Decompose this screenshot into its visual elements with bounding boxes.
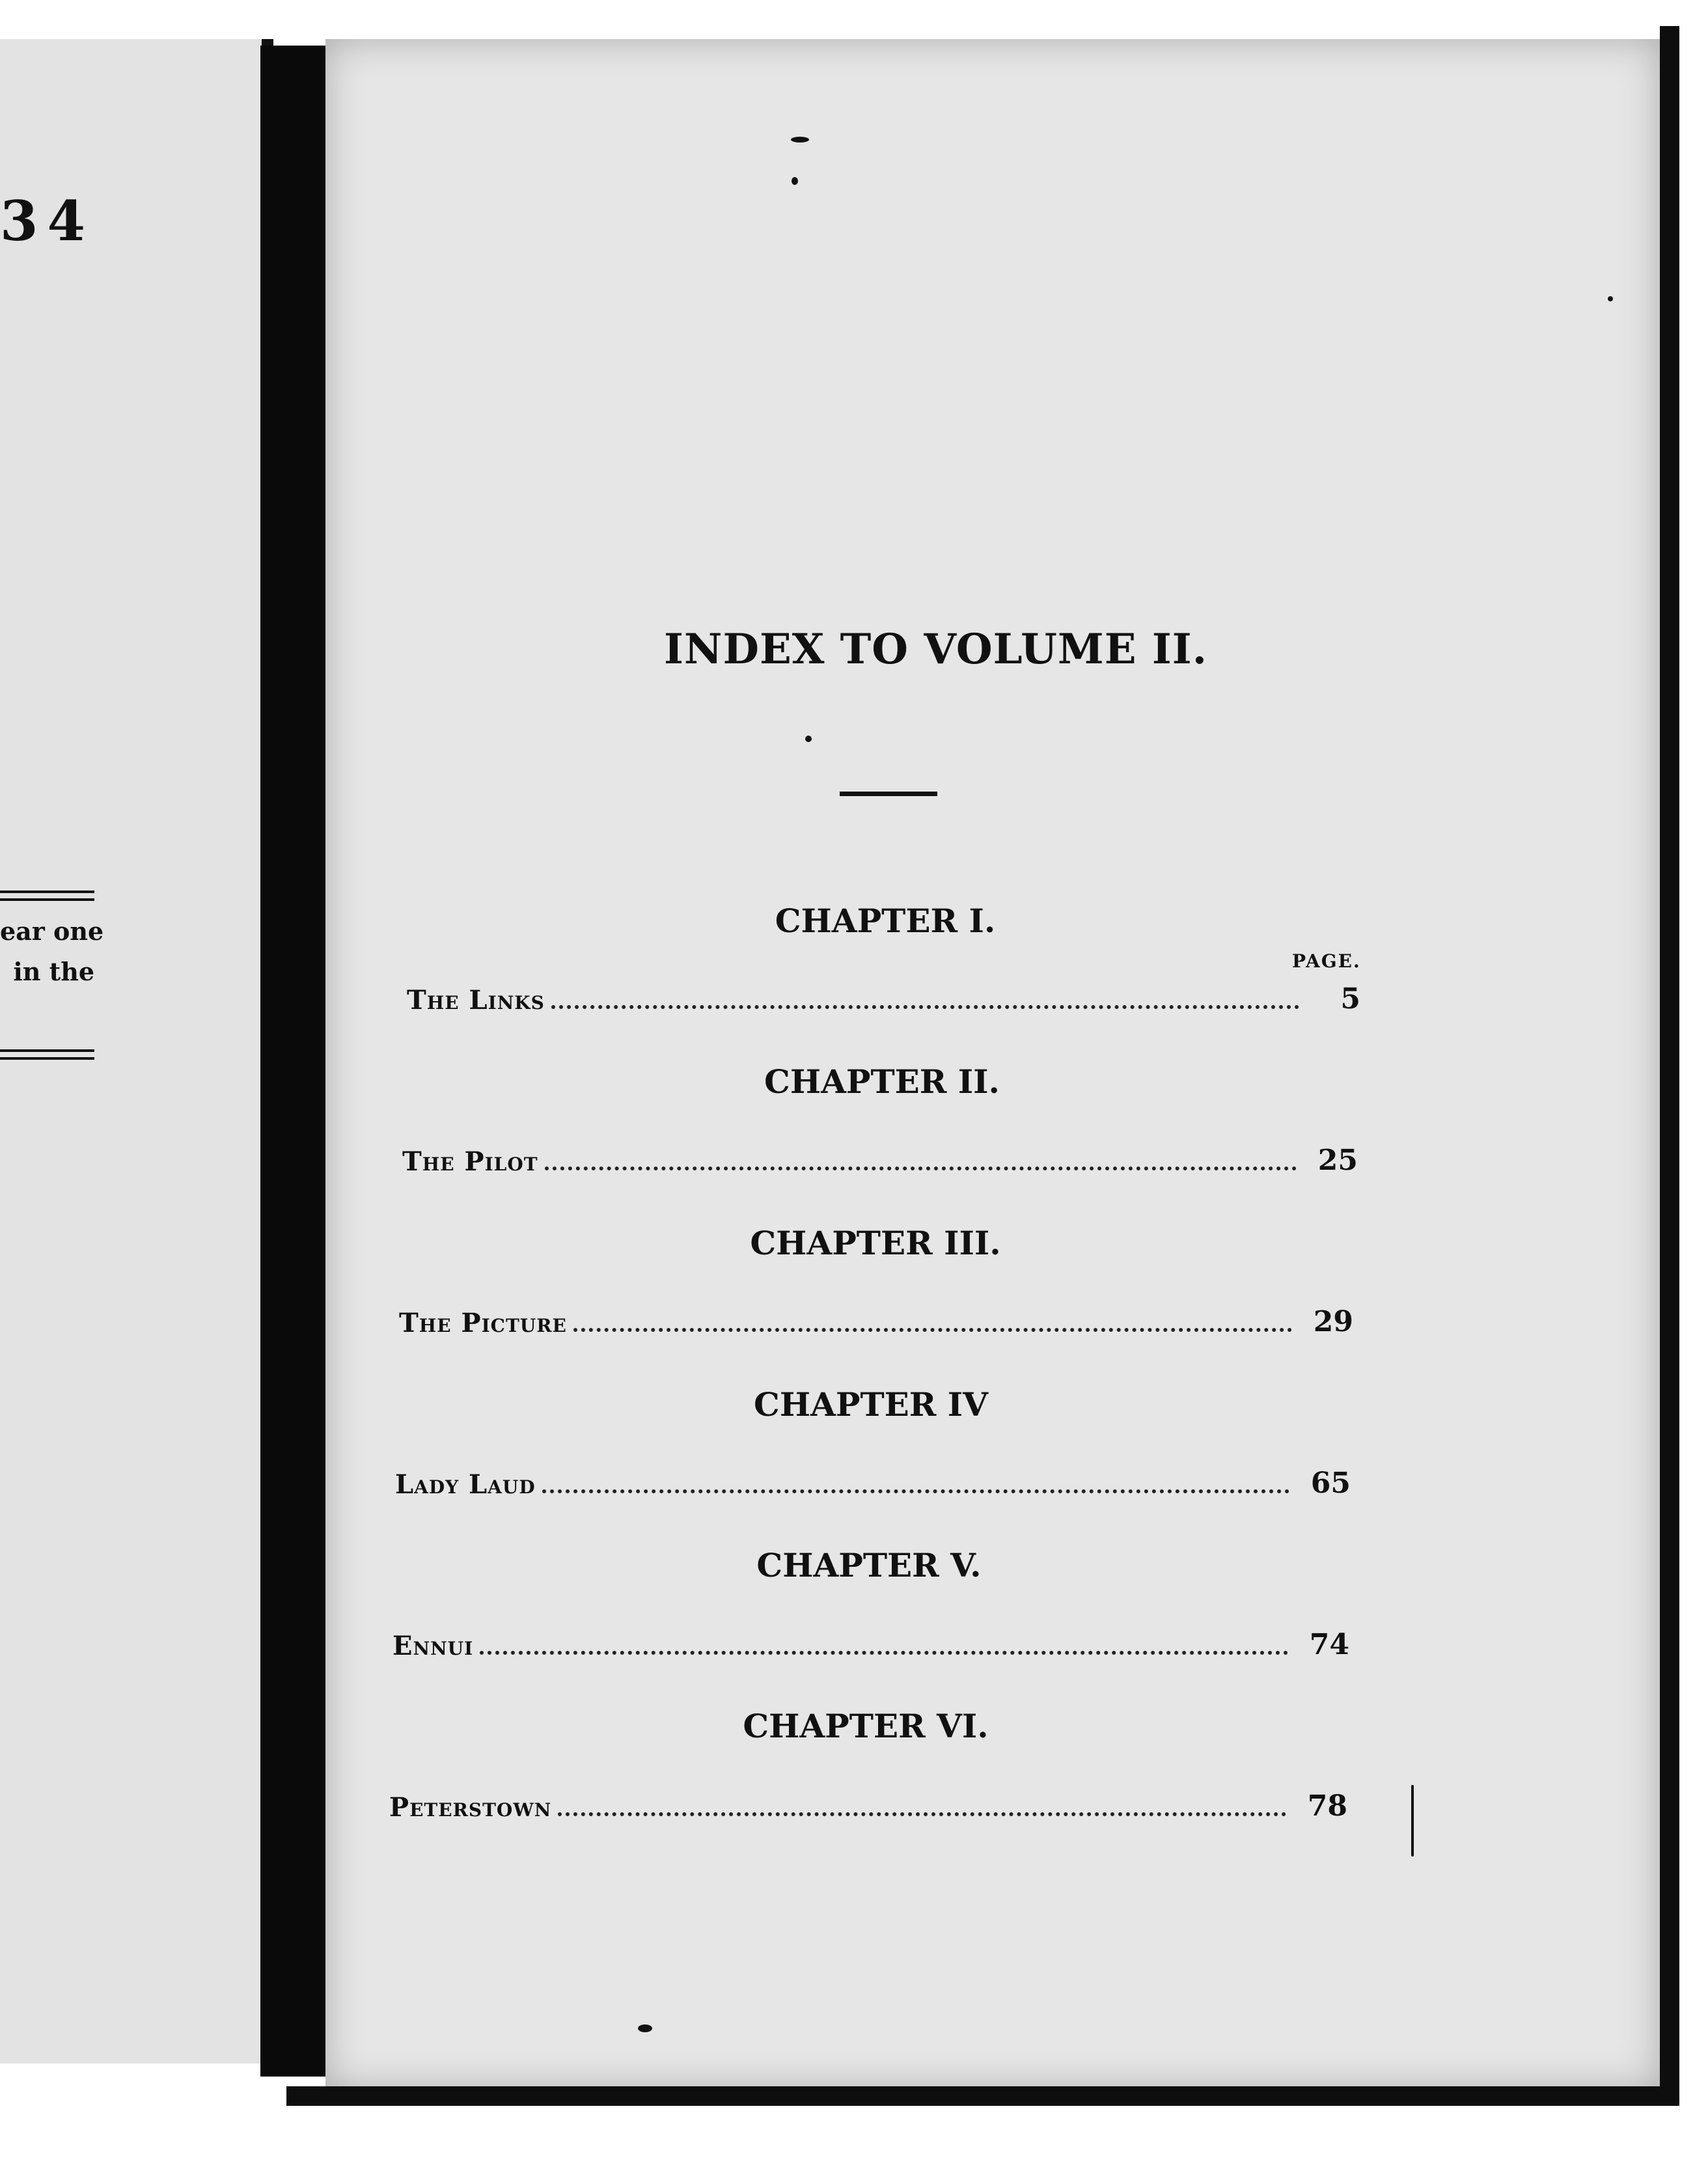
entry-page-number: 78 [1307, 1789, 1347, 1823]
index-entry-3 [399, 1299, 1353, 1338]
dot-leader [480, 1651, 1288, 1655]
page-column-label: PAGE. [1292, 950, 1361, 972]
index-entry-5 [393, 1622, 1349, 1661]
ink-speck [1411, 1785, 1414, 1857]
title-rule [840, 792, 937, 796]
page-bottom-edge [286, 2086, 1679, 2106]
chapter-heading-1: CHAPTER I. [775, 902, 996, 940]
entry-page-number: 25 [1317, 1144, 1358, 1177]
chapter-heading-4: CHAPTER IV [754, 1385, 988, 1424]
index-title: INDEX TO VOLUME II. [664, 625, 1207, 674]
chapter-heading-5: CHAPTER V. [756, 1546, 982, 1584]
chapter-heading-2: CHAPTER II. [764, 1062, 1000, 1101]
ink-speck [791, 137, 809, 143]
page-right-edge [1660, 26, 1679, 2103]
previous-page-text-line-1: ear one [0, 917, 104, 946]
previous-page-text-line-2: in the [13, 957, 94, 986]
previous-page-rule-bottom-1 [0, 1049, 94, 1052]
entry-title: The Pilot [402, 1146, 538, 1177]
chapter-heading-6: CHAPTER VI. [743, 1707, 989, 1745]
chapter-heading-3: CHAPTER III. [750, 1224, 1001, 1262]
previous-page-number-fragment: 34 [0, 189, 94, 253]
index-entry-2 [402, 1138, 1358, 1177]
index-entry-1 [407, 976, 1360, 1015]
entry-title: The Picture [399, 1308, 567, 1338]
dot-leader [542, 1489, 1289, 1493]
entry-page-number: 29 [1313, 1305, 1353, 1338]
dot-leader [573, 1328, 1292, 1332]
dot-leader [558, 1812, 1286, 1816]
entry-page-number: 74 [1309, 1628, 1349, 1661]
index-entry-6 [389, 1784, 1347, 1823]
entry-title: Peterstown [389, 1792, 552, 1823]
ink-speck [1608, 296, 1613, 301]
previous-page-rule-top-2 [0, 898, 94, 901]
previous-page-rule-top-1 [0, 891, 94, 893]
ink-speck [792, 177, 798, 185]
entry-title: The Links [407, 985, 545, 1015]
dot-leader [545, 1167, 1297, 1170]
entry-title: Ennui [393, 1631, 474, 1661]
ink-speck [638, 2024, 652, 2032]
entry-page-number: 5 [1340, 982, 1360, 1015]
ink-speck [805, 736, 812, 742]
index-entry-4 [395, 1461, 1351, 1500]
dot-leader [551, 1005, 1299, 1009]
previous-page-rule-bottom-2 [0, 1057, 94, 1060]
entry-title: Lady Laud [395, 1469, 536, 1500]
entry-page-number: 65 [1310, 1467, 1351, 1500]
